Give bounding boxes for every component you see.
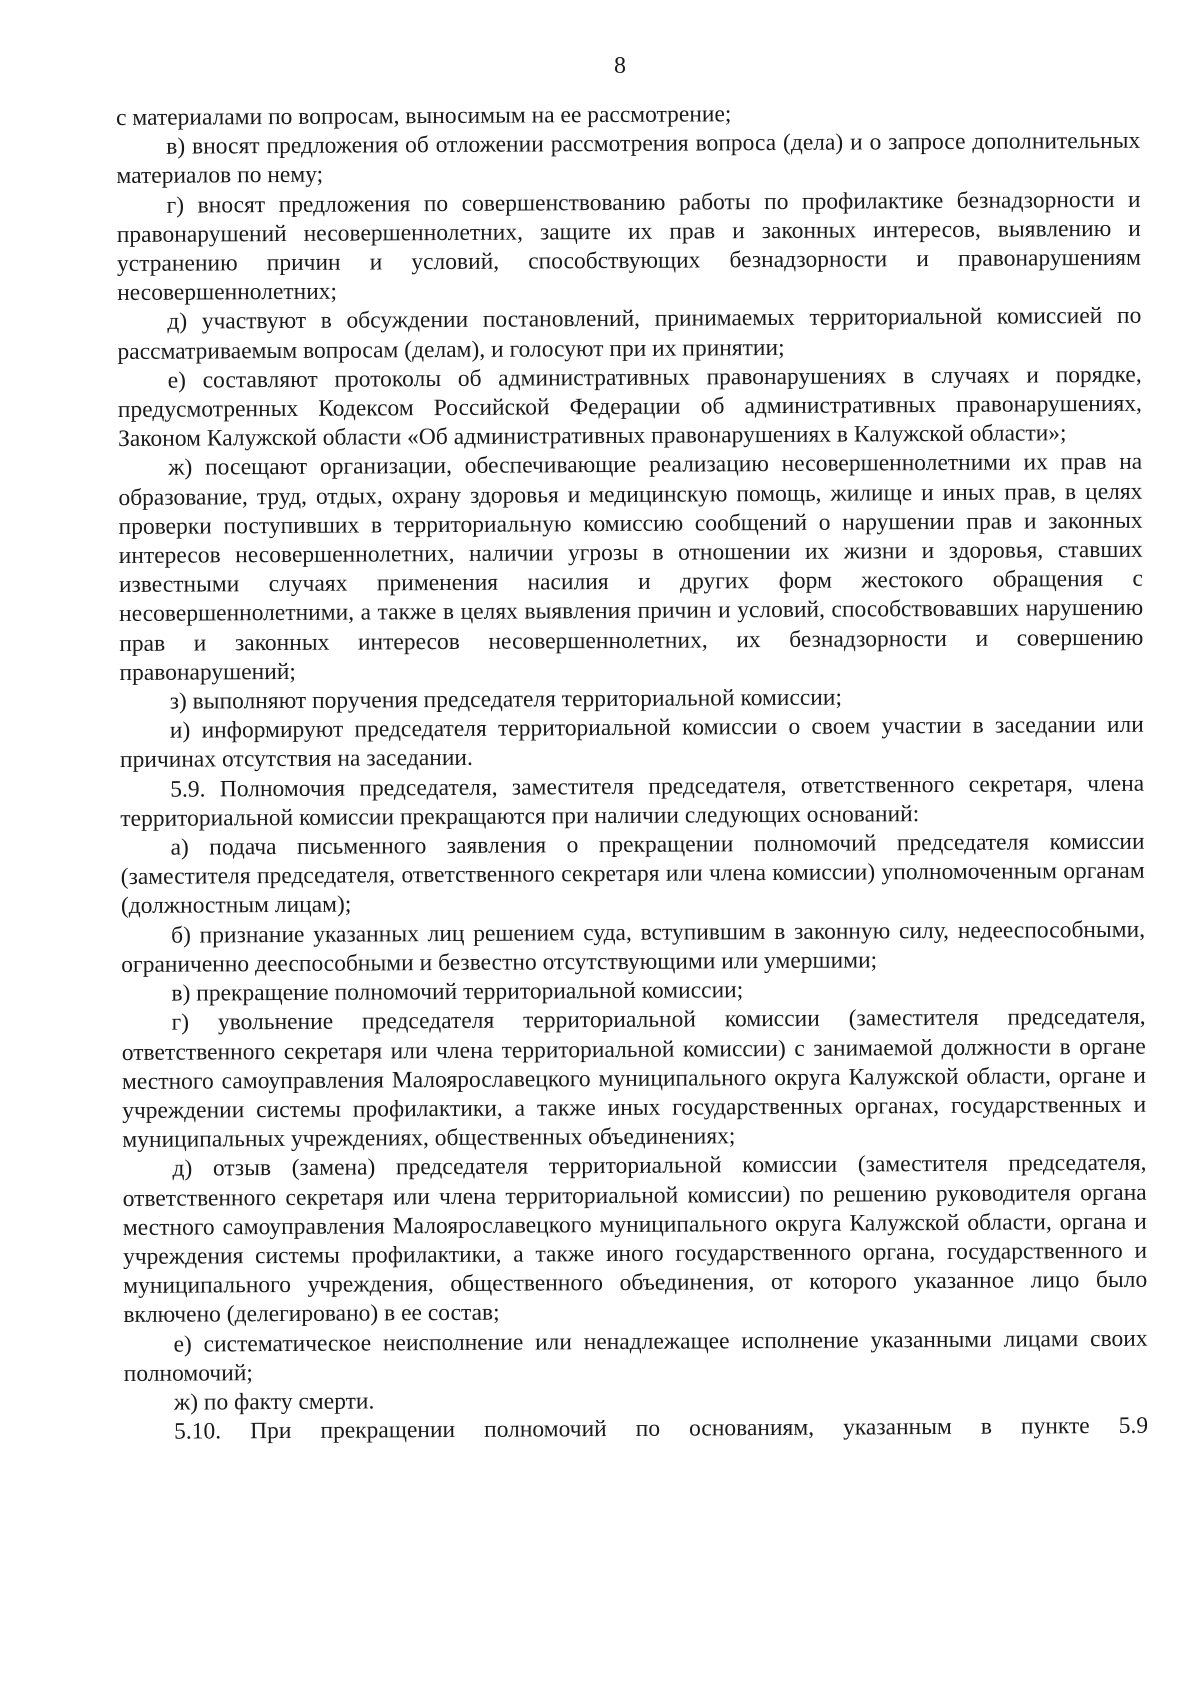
paragraph: 5.9. Полномочия председателя, заместителя председателя, ответственного секретаря, члена территориальной комиссии прекращаются при наличии следующих оснований: — [120, 770, 1145, 832]
paragraph: д) участвуют в обсуждении постановлений, принимаемых территориальной комиссией по рассматриваемым вопросам (делам), и голосуют при их принятии; — [117, 303, 1142, 365]
paragraph: 5.10. При прекращении полномочий по основаниям, указанным в пункте 5.9 — [174, 1412, 1149, 1445]
paragraph: з) выполняют поручения председателя территориальной комиссии; — [169, 684, 843, 715]
document-body — [116, 98, 1148, 1448]
paragraph: е) систематическое неисполнение или ненадлежащее исполнение указанными лицами своих полномочий; — [123, 1325, 1148, 1387]
page-number: 8 — [614, 53, 626, 79]
paragraph: в) вносят предложения об отложении рассмотрения вопроса (дела) и о запросе дополнительных материалов по нему; — [116, 127, 1141, 190]
paragraph: ж) по факту смерти. — [173, 1388, 375, 1416]
paragraph: и) информируют председателя территориальной комиссии о своем участии в заседании или причинах отсутствия на заседании. — [119, 711, 1144, 774]
paragraph: а) подача письменного заявления о прекращении полномочий председателя комиссии (заместителя председателя, ответственного секретаря или члена комиссии) уполномоченным органам (должностным лицам); — [120, 828, 1145, 920]
paragraph: г) вносят предложения по совершенствованию работы по профилактике безнадзорности и правонарушений несовершеннолетних, защите их прав и законных интересов, выявлению и устранению причин и условий, способствующих безнадзорности и правонарушениям несовершеннолетних; — [116, 186, 1142, 307]
paragraph: в) прекращение полномочий территориальной комиссии; — [171, 977, 744, 1007]
paragraph: е) составляют протоколы об административных правонарушениях в случаях и порядке, предусмотренных Кодексом Российской Федерации об административных правонарушениях, Законом Калужской области «Об административных правонарушениях в Калужской области»; — [117, 361, 1142, 453]
paragraph: ж) посещают организации, обеспечивающие реализацию несовершеннолетними их прав на образование, труд, отдых, охрану здоровья и медицинскую помощь, жилище и иных прав, в целях проверки поступивших в территориальную комиссию сообщений о нарушении прав и законных интересов несовершеннолетних, наличии угрозы в отношении их жизни и здоровья, ставших известными случаях применения насилия и других форм жестокого обращения с несовершеннолетними, а также в целях выявления причин и условий, способствовавших нарушению прав и законных интересов несовершеннолетних, их безнадзорности и совершению правонарушений; — [118, 449, 1144, 686]
paragraph: с материалами по вопросам, выносимым на ее рассмотрение; — [116, 101, 732, 131]
paragraph: г) увольнение председателя территориальной комиссии (заместителя председателя, ответственного секретаря или члена территориальной комиссии) с занимаемой должности в органе местного самоуправления Малоярославецкого муниципального округа Калужской области, органе и учреждении системы профилактики, а также иных государственных органах, государственных и муниципальных учреждениях, общественных объединениях; — [121, 1004, 1147, 1154]
paragraph: б) признание указанных лиц решением суда, вступившим в законную силу, недееспособными, ограниченно дееспособными и безвестно отсутствующими или умершими; — [121, 916, 1146, 978]
paragraph: д) отзыв (замена) председателя территориальной комиссии (заместителя председателя, ответственного секретаря или члена территориальной комиссии) по решению руководителя органа местного самоуправления Малоярославецкого муниципального округа Калужской области, органа и учреждения системы профилактики, а также иного государственного органа, государственного и муниципального учреждения, общественного объединения, от которого указанное лицо было включено (делегировано) в ее состав; — [122, 1150, 1148, 1329]
